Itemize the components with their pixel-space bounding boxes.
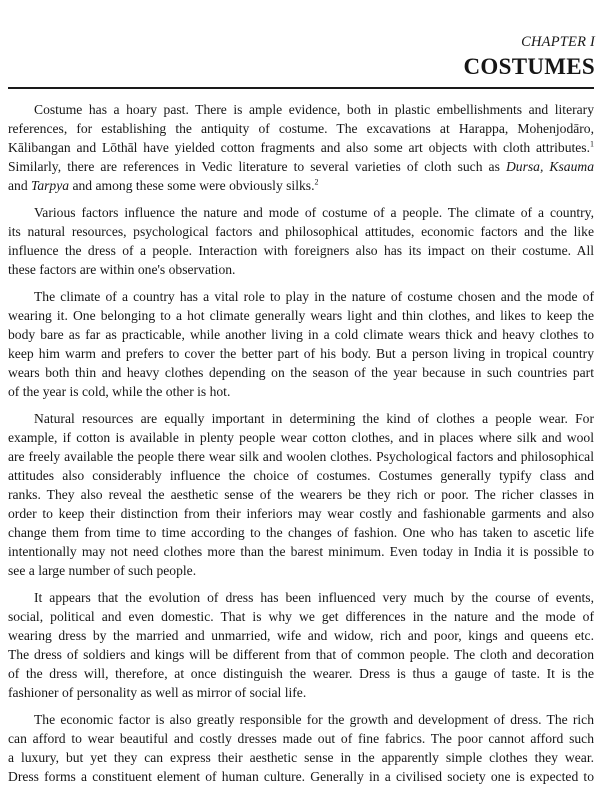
- text-line: [8, 767, 594, 786]
- text-segment: example, if cotton is available in plenty people wear cotton clothes, and in places where silk and wool: [8, 430, 594, 445]
- text-segment: references, for establishing the antiquity of costume. The excavations at Harappa, Mohenjodāro,: [8, 121, 594, 136]
- text-line: [8, 710, 594, 729]
- text-segment: can afford to wear beautiful and costly dresses made out of fine fabrics. The poor cannot afford such: [8, 731, 594, 746]
- text-segment: wearing it. One belonging to a hot climate generally wears light and thin clothes, and likes to keep the: [8, 308, 594, 323]
- text-segment: wearing dress by the married and unmarried, wife and widow, rich and poor, kings and queens etc.: [8, 628, 594, 643]
- text-line: [8, 664, 594, 683]
- text-line: [8, 485, 594, 504]
- chapter-title: COSTUMES: [463, 54, 595, 79]
- text-segment: Costume has a hoary past. There is ample evidence, both in plastic embellishments and literary: [34, 102, 594, 117]
- text-segment: ranks. They also reveal the aesthetic sense of the wearers be they rich or poor. The richer classes in: [8, 487, 594, 502]
- italic-term: Tarpya: [31, 178, 70, 193]
- text-segment: The dress of soldiers and kings will be different from that of common people. The cloth and decoration: [8, 647, 594, 662]
- body-text: [8, 100, 594, 794]
- text-line: [8, 561, 594, 580]
- paragraph: [8, 287, 594, 401]
- text-segment: influence the dress of a people. Interaction with foreigners also has its impact on their costume. All: [8, 243, 594, 258]
- text-segment: intentionally may not need clothes more than the barest minimum. Even today in India it is possible to: [8, 544, 594, 559]
- text-line: [8, 382, 594, 401]
- text-segment: keep him warm and prefers to cover the better part of his body. But a person living in tropical country: [8, 346, 594, 361]
- text-line: [8, 138, 594, 157]
- text-segment: are freely available the people there wear silk and woolen clothes. Psychological factors and philosophical: [8, 449, 594, 464]
- text-segment: a luxury, but yet they can express their aesthetic sense in the apparently simple clothes they wear.: [8, 750, 594, 765]
- footnote-marker: 2: [314, 177, 319, 187]
- text-line: [8, 542, 594, 561]
- text-segment: and among these some were obviously silks.: [69, 178, 315, 193]
- text-segment: see a large number of such people.: [8, 563, 197, 578]
- text-line: [8, 222, 594, 241]
- paragraph: [8, 409, 594, 580]
- text-line: [8, 176, 594, 195]
- text-line: [8, 287, 594, 306]
- chapter-header: [464, 34, 595, 80]
- text-line: [8, 729, 594, 748]
- text-line: [8, 466, 594, 485]
- paragraph: [8, 203, 594, 279]
- text-line: [8, 119, 594, 138]
- paragraph: [8, 710, 594, 786]
- text-line: [8, 157, 594, 176]
- text-segment: change them from time to time according to the changes of fashion. One who has taken to ascetic life: [8, 525, 594, 540]
- text-line: [8, 683, 594, 702]
- text-segment: Kālibangan and Lōthāl have yielded cotton fragments and also some art objects with cloth attributes.: [8, 140, 590, 155]
- paragraph: [8, 100, 594, 195]
- text-line: [8, 447, 594, 466]
- text-line: [8, 523, 594, 542]
- paragraph: [8, 588, 594, 702]
- text-line: [8, 241, 594, 260]
- text-segment: The economic factor is also greatly responsible for the growth and development of dress. The rich: [34, 712, 594, 727]
- text-line: [8, 428, 594, 447]
- text-line: [8, 100, 594, 119]
- text-segment: It appears that the evolution of dress has been influenced very much by the course of events,: [34, 590, 594, 605]
- text-line: [8, 607, 594, 626]
- text-segment: order to keep their distinction from their inferiors may wear costly and fashionable garments and also: [8, 506, 594, 521]
- text-segment: wears both thin and heavy clothes depending on the season of the year because in such countries part: [8, 365, 594, 380]
- chapter-label: CHAPTER I: [521, 34, 595, 50]
- text-segment: of the year is cold, while the other is hot.: [8, 384, 231, 399]
- text-segment: Various factors influence the nature and mode of costume of a people. The climate of a country,: [34, 205, 594, 220]
- text-line: [8, 306, 594, 325]
- footnote-marker: 1: [590, 139, 594, 149]
- text-segment: its natural resources, psychological factors and philosophical attitudes, economic factors and the like: [8, 224, 594, 239]
- text-line: [8, 626, 594, 645]
- text-segment: social, political and even domestic. That is why we get differences in the nature and the mode of: [8, 609, 594, 624]
- text-line: [8, 504, 594, 523]
- header-rule: [8, 87, 594, 89]
- text-line: [8, 588, 594, 607]
- text-segment: and: [8, 178, 32, 193]
- text-segment: Similarly, there are references in Vedic literature to several varieties of cloth such as: [8, 159, 506, 174]
- text-segment: Dress forms a constituent element of human culture. Generally in a civilised society one is expected to: [8, 769, 594, 784]
- text-line: [8, 409, 594, 428]
- text-line: [8, 748, 594, 767]
- text-line: [8, 325, 594, 344]
- text-line: [8, 645, 594, 664]
- text-line: [8, 344, 594, 363]
- italic-term: Dursa, Ksauma: [505, 159, 594, 174]
- text-segment: The climate of a country has a vital role to play in the nature of costume chosen and the mode of: [34, 289, 594, 304]
- text-line: [8, 203, 594, 222]
- text-segment: these factors are within one's observation.: [8, 262, 236, 277]
- text-segment: attitudes also considerably influence the choice of costumes. Costumes generally typify class and: [8, 468, 594, 483]
- text-line: [8, 260, 594, 279]
- text-line: [8, 363, 594, 382]
- text-segment: fashioner of personality as well as mirror of social life.: [8, 685, 307, 700]
- text-segment: body bare as far as practicable, while another living in a cold climate wears thick and heavy clothes to: [8, 327, 594, 342]
- text-segment: Natural resources are equally important in determining the kind of clothes a people wear. For: [34, 411, 594, 426]
- text-segment: of the dress will, therefore, at once distinguish the wearer. Dress is thus a gauge of taste. It is the: [8, 666, 594, 681]
